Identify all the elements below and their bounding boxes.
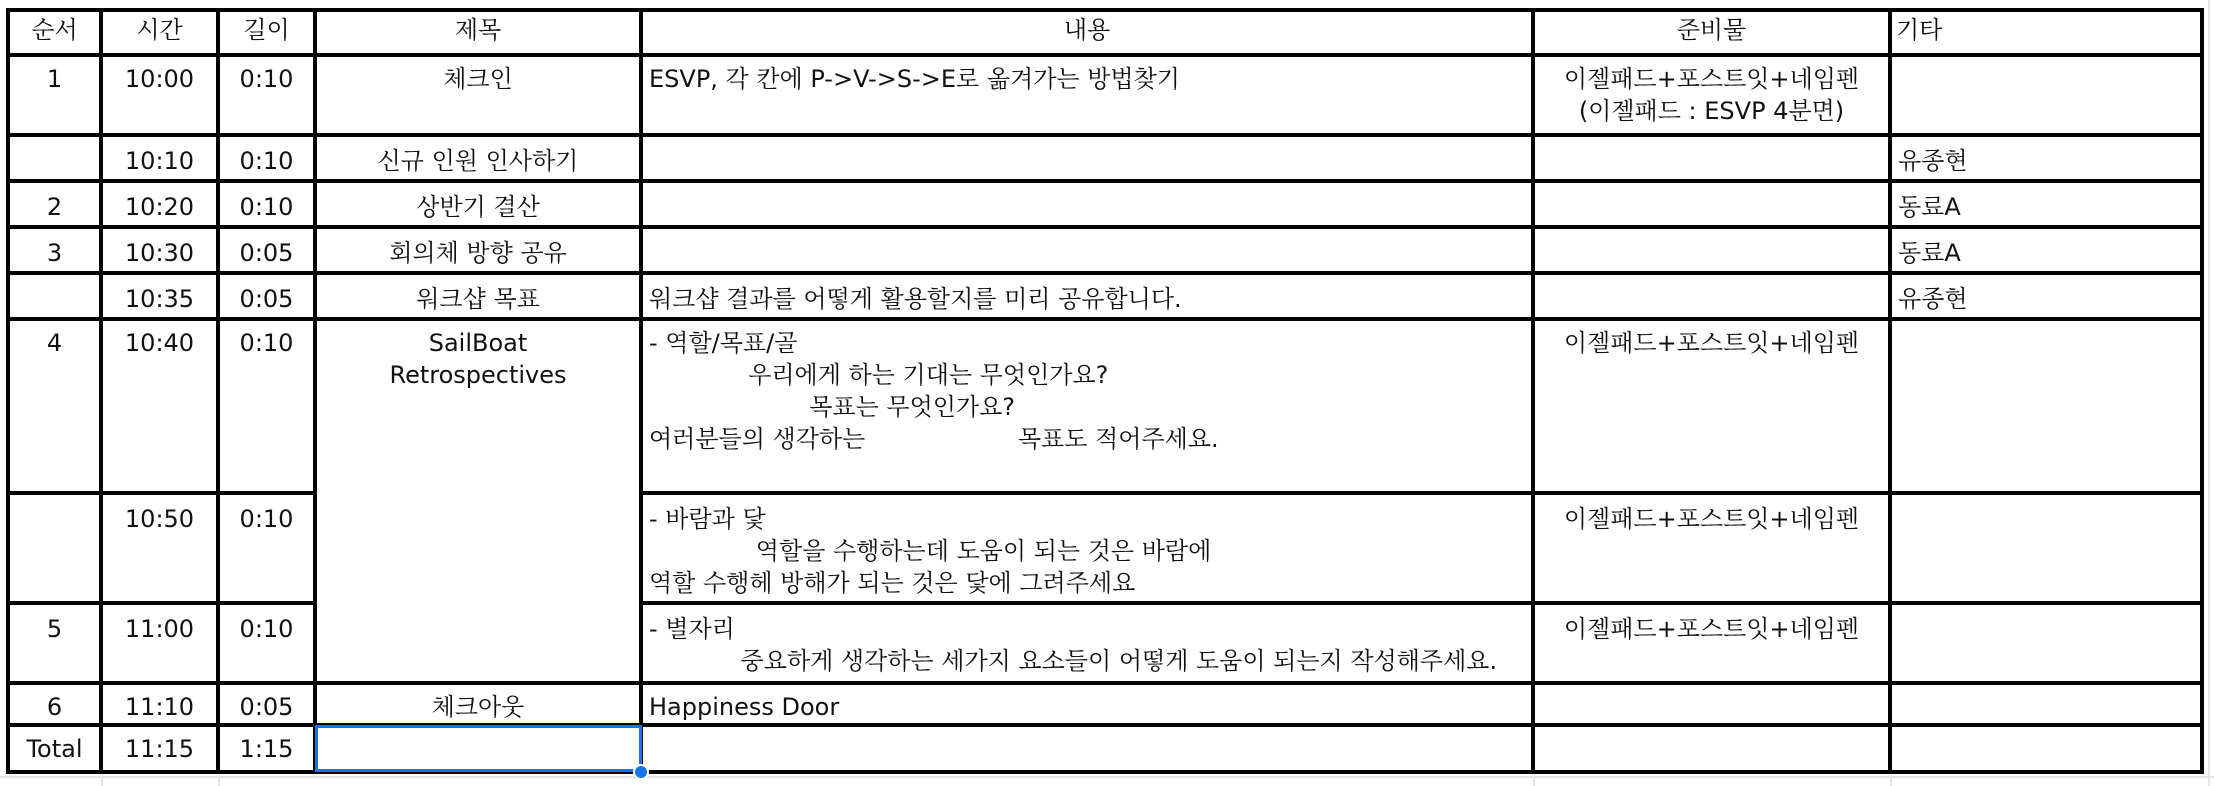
- cell-order[interactable]: 6: [46, 693, 63, 721]
- cell-time[interactable]: 11:10: [124, 693, 195, 721]
- cell-title[interactable]: SailBoat Retrospectives: [389, 329, 567, 389]
- cell-order[interactable]: [8, 145, 101, 191]
- fill-handle[interactable]: [633, 764, 649, 780]
- cell-order[interactable]: 3: [46, 239, 63, 267]
- cell-time[interactable]: 11:15: [124, 735, 195, 763]
- cell-length[interactable]: 0:10: [239, 193, 294, 221]
- cell-content[interactable]: [649, 733, 1533, 780]
- cell-order[interactable]: 5: [46, 615, 63, 643]
- cell-time[interactable]: 10:35: [124, 285, 195, 313]
- cell-order[interactable]: [8, 503, 101, 613]
- cell-materials[interactable]: [1533, 237, 1890, 283]
- cell-materials[interactable]: [1533, 191, 1890, 237]
- cell-content[interactable]: [649, 145, 1533, 191]
- cell-length[interactable]: 0:10: [239, 329, 294, 357]
- cell-order[interactable]: 4: [46, 329, 63, 357]
- cell-materials[interactable]: [1533, 733, 1890, 780]
- cell-time[interactable]: 10:00: [124, 65, 195, 93]
- cell-etc[interactable]: [1898, 733, 2202, 780]
- cell-title[interactable]: 상반기 결산: [416, 193, 540, 221]
- cell-etc[interactable]: 동료A: [1898, 193, 1961, 221]
- cell-etc[interactable]: 유종현: [1898, 147, 1968, 175]
- cell-length[interactable]: 0:10: [239, 147, 294, 175]
- header-materials[interactable]: 준비물: [1676, 16, 1747, 44]
- cell-time[interactable]: 10:30: [124, 239, 195, 267]
- cell-etc[interactable]: 유종현: [1898, 285, 1968, 313]
- cell-content[interactable]: ESVP, 각 칸에 P->V->S->E로 옮겨가는 방법찾기: [649, 65, 1180, 93]
- cell-content[interactable]: - 역할/목표/골 우리에게 하는 기대는 무엇인가요? 목표는 무엇인가요? 여러분들의 생각하는 목표도 적어주세요.: [649, 329, 1219, 453]
- cell-materials[interactable]: 이젤패드+포스트잇+네임펜: [1563, 505, 1860, 533]
- row-border: [8, 53, 2204, 57]
- header-order[interactable]: 순서: [31, 16, 78, 44]
- cell-order[interactable]: [8, 283, 101, 329]
- cell-etc[interactable]: 동료A: [1898, 239, 1961, 267]
- cell-length[interactable]: 0:10: [239, 615, 294, 643]
- cell-etc[interactable]: [1898, 503, 2202, 613]
- cell-materials[interactable]: [1533, 145, 1890, 191]
- cell-length[interactable]: 0:05: [239, 239, 294, 267]
- cell-title[interactable]: 워크샵 목표: [416, 285, 540, 313]
- cell-materials[interactable]: [1533, 691, 1890, 733]
- cell-length[interactable]: 0:05: [239, 693, 294, 721]
- cell-title[interactable]: 체크아웃: [431, 693, 525, 721]
- cell-title[interactable]: 신규 인원 인사하기: [377, 147, 579, 175]
- cell-time[interactable]: 10:10: [124, 147, 195, 175]
- cell-title[interactable]: 회의체 방향 공유: [389, 239, 567, 267]
- cell-etc[interactable]: [1898, 63, 2202, 143]
- cell-etc[interactable]: [1898, 613, 2202, 693]
- cell-materials[interactable]: 이젤패드+포스트잇+네임펜 (이젤패드 : ESVP 4분면): [1563, 65, 1860, 125]
- cell-order[interactable]: 2: [46, 193, 63, 221]
- cell-time[interactable]: 11:00: [124, 615, 195, 643]
- cell-etc[interactable]: [1898, 327, 2202, 501]
- cell-content[interactable]: Happiness Door: [649, 693, 840, 721]
- cell-length[interactable]: 0:10: [239, 65, 294, 93]
- header-time[interactable]: 시간: [136, 16, 183, 44]
- cell-content[interactable]: [649, 191, 1533, 237]
- right-gridline: [2208, 0, 2210, 786]
- cell-content[interactable]: [649, 237, 1533, 283]
- cell-materials[interactable]: 이젤패드+포스트잇+네임펜: [1563, 329, 1860, 357]
- header-etc[interactable]: 기타: [1896, 16, 1943, 44]
- cell-materials[interactable]: [1533, 283, 1890, 329]
- cell-title[interactable]: 체크인: [443, 65, 513, 93]
- cell-content[interactable]: - 별자리 중요하게 생각하는 세가지 요소들이 어떻게 도움이 되는지 작성해주세요.: [649, 615, 1498, 675]
- header-content[interactable]: 내용: [1063, 16, 1111, 44]
- cell-materials[interactable]: 이젤패드+포스트잇+네임펜: [1563, 615, 1860, 643]
- cell-length[interactable]: 0:10: [239, 505, 294, 533]
- cell-length[interactable]: 1:15: [239, 735, 294, 763]
- cell-etc[interactable]: [1898, 691, 2202, 733]
- cell-time[interactable]: 10:20: [124, 193, 195, 221]
- header-length[interactable]: 길이: [243, 16, 290, 44]
- cell-content[interactable]: - 바람과 닻 역할을 수행하는데 도움이 되는 것은 바람에 역할 수행헤 방해가 되는 것은 닻에 그려주세요: [649, 505, 1212, 597]
- bottom-col-gridline: [1890, 776, 1892, 786]
- header-title[interactable]: 제목: [454, 16, 502, 44]
- cell-order[interactable]: Total: [26, 735, 83, 763]
- row-border: [8, 8, 2204, 12]
- cell-time[interactable]: 10:50: [124, 505, 195, 533]
- cell-length[interactable]: 0:05: [239, 285, 294, 313]
- cell-order[interactable]: 1: [46, 65, 63, 93]
- cell-content[interactable]: 워크샵 결과를 어떻게 활용할지를 미리 공유합니다.: [649, 285, 1182, 313]
- cell-time[interactable]: 10:40: [124, 329, 195, 357]
- selected-cell-outline[interactable]: [315, 725, 642, 772]
